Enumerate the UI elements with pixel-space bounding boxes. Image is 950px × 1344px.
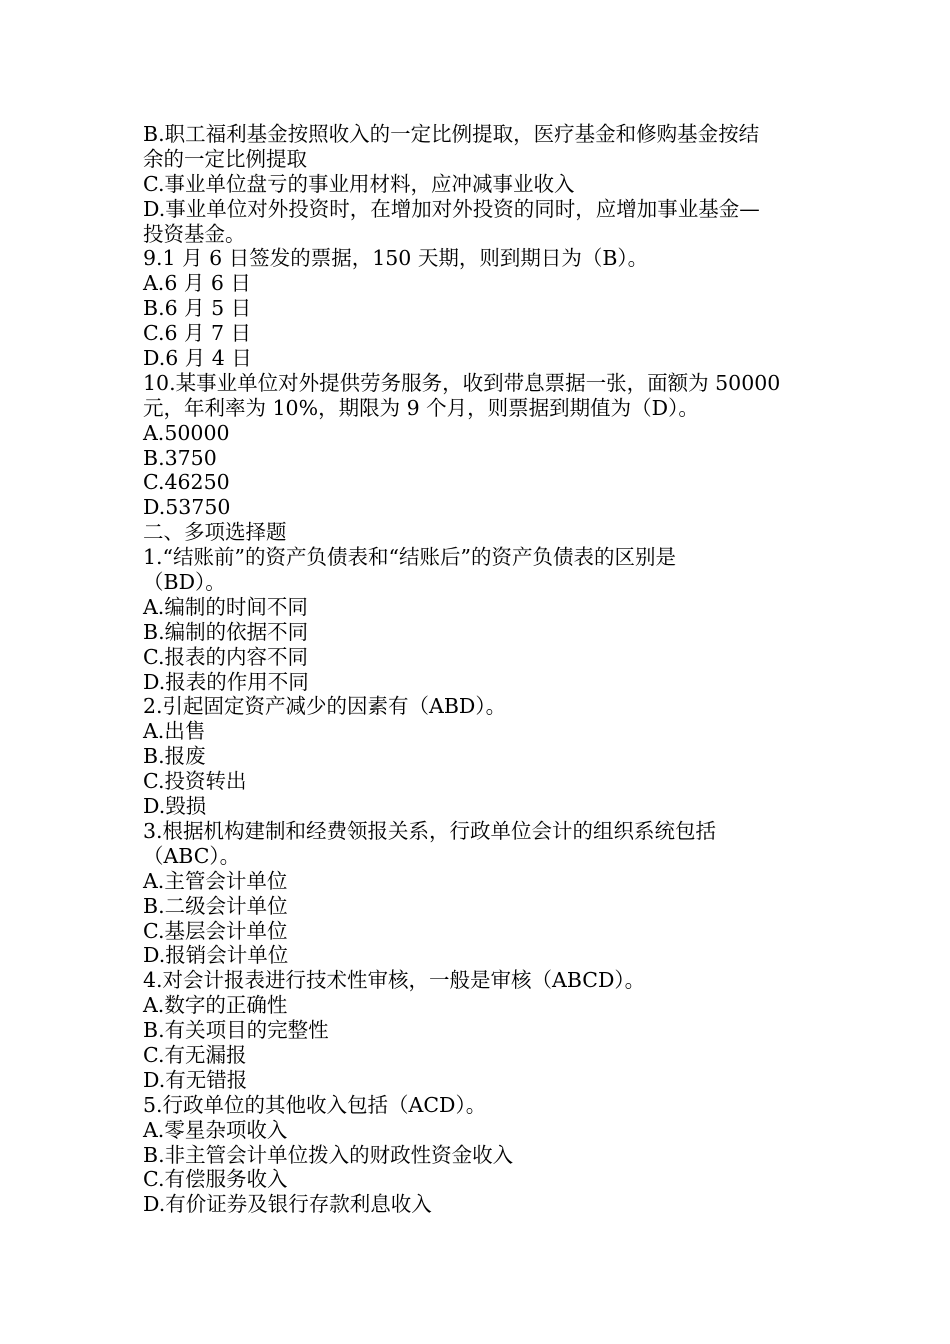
question-9: 9.1 月 6 日签发的票据，150 天期，则到期日为（B）。 (143, 246, 649, 271)
option-b: B.编制的依据不同 (143, 619, 309, 644)
section-heading: 二、多项选择题 (143, 520, 287, 545)
question-4: 4.对会计报表进行技术性审核，一般是审核（ABCD）。 (143, 968, 646, 993)
question-3: 3.根据机构建制和经费领报关系，行政单位会计的组织系统包括 (143, 818, 717, 843)
option-d: D.6 月 4 日 (143, 346, 252, 371)
option-d: D.毁损 (143, 794, 207, 819)
option-a: A.数字的正确性 (143, 993, 288, 1018)
option-a: A.50000 (143, 420, 230, 445)
option-b: B.6 月 5 日 (143, 296, 252, 321)
document-page (143, 122, 813, 1217)
question-5: 5.行政单位的其他收入包括（ACD）。 (143, 1092, 487, 1117)
question-3-cont: （ABC）。 (143, 843, 241, 868)
option-a: A.主管会计单位 (143, 868, 288, 893)
option-c: C.6 月 7 日 (143, 321, 252, 346)
option-b: B.3750 (143, 445, 217, 470)
text-line: D.事业单位对外投资时，在增加对外投资的同时，应增加事业基金— (143, 196, 760, 221)
question-1: 1.“结账前”的资产负债表和“结账后”的资产负债表的区别是 (143, 545, 676, 570)
question-1-cont: （BD）。 (143, 570, 226, 595)
option-d: D.报表的作用不同 (143, 669, 309, 694)
question-2: 2.引起固定资产减少的因素有（ABD）。 (143, 694, 507, 719)
option-a: A.编制的时间不同 (143, 594, 308, 619)
option-c: C.有偿服务收入 (143, 1167, 288, 1192)
option-c: C.有无漏报 (143, 1042, 247, 1067)
text-line: 投资基金。 (143, 221, 246, 246)
option-d: D.53750 (143, 495, 231, 520)
option-a: A.出售 (143, 719, 206, 744)
option-b: B.报废 (143, 744, 206, 769)
option-c: C.投资转出 (143, 769, 247, 794)
text-line: B.职工福利基金按照收入的一定比例提取，医疗基金和修购基金按结 (143, 122, 760, 146)
option-c: C.46250 (143, 470, 230, 495)
option-c: C.报表的内容不同 (143, 644, 308, 669)
option-b: B.有关项目的完整性 (143, 1018, 329, 1043)
option-c: C.基层会计单位 (143, 918, 288, 943)
option-b: B.非主管会计单位拨入的财政性资金收入 (143, 1142, 514, 1167)
option-d: D.有价证券及银行存款利息收入 (143, 1192, 432, 1217)
option-d: D.报销会计单位 (143, 943, 289, 968)
question-10: 10.某事业单位对外提供劳务服务，收到带息票据一张，面额为 50000 (143, 370, 781, 395)
option-a: A.6 月 6 日 (143, 271, 251, 296)
question-10-cont: 元，年利率为 10%，期限为 9 个月，则票据到期值为（D）。 (143, 395, 699, 420)
text-line: 余的一定比例提取 (143, 146, 307, 171)
option-d: D.有无错报 (143, 1067, 248, 1092)
option-a: A.零星杂项收入 (143, 1117, 288, 1142)
text-line: C.事业单位盘亏的事业用材料，应冲减事业收入 (143, 171, 575, 196)
option-b: B.二级会计单位 (143, 893, 288, 918)
